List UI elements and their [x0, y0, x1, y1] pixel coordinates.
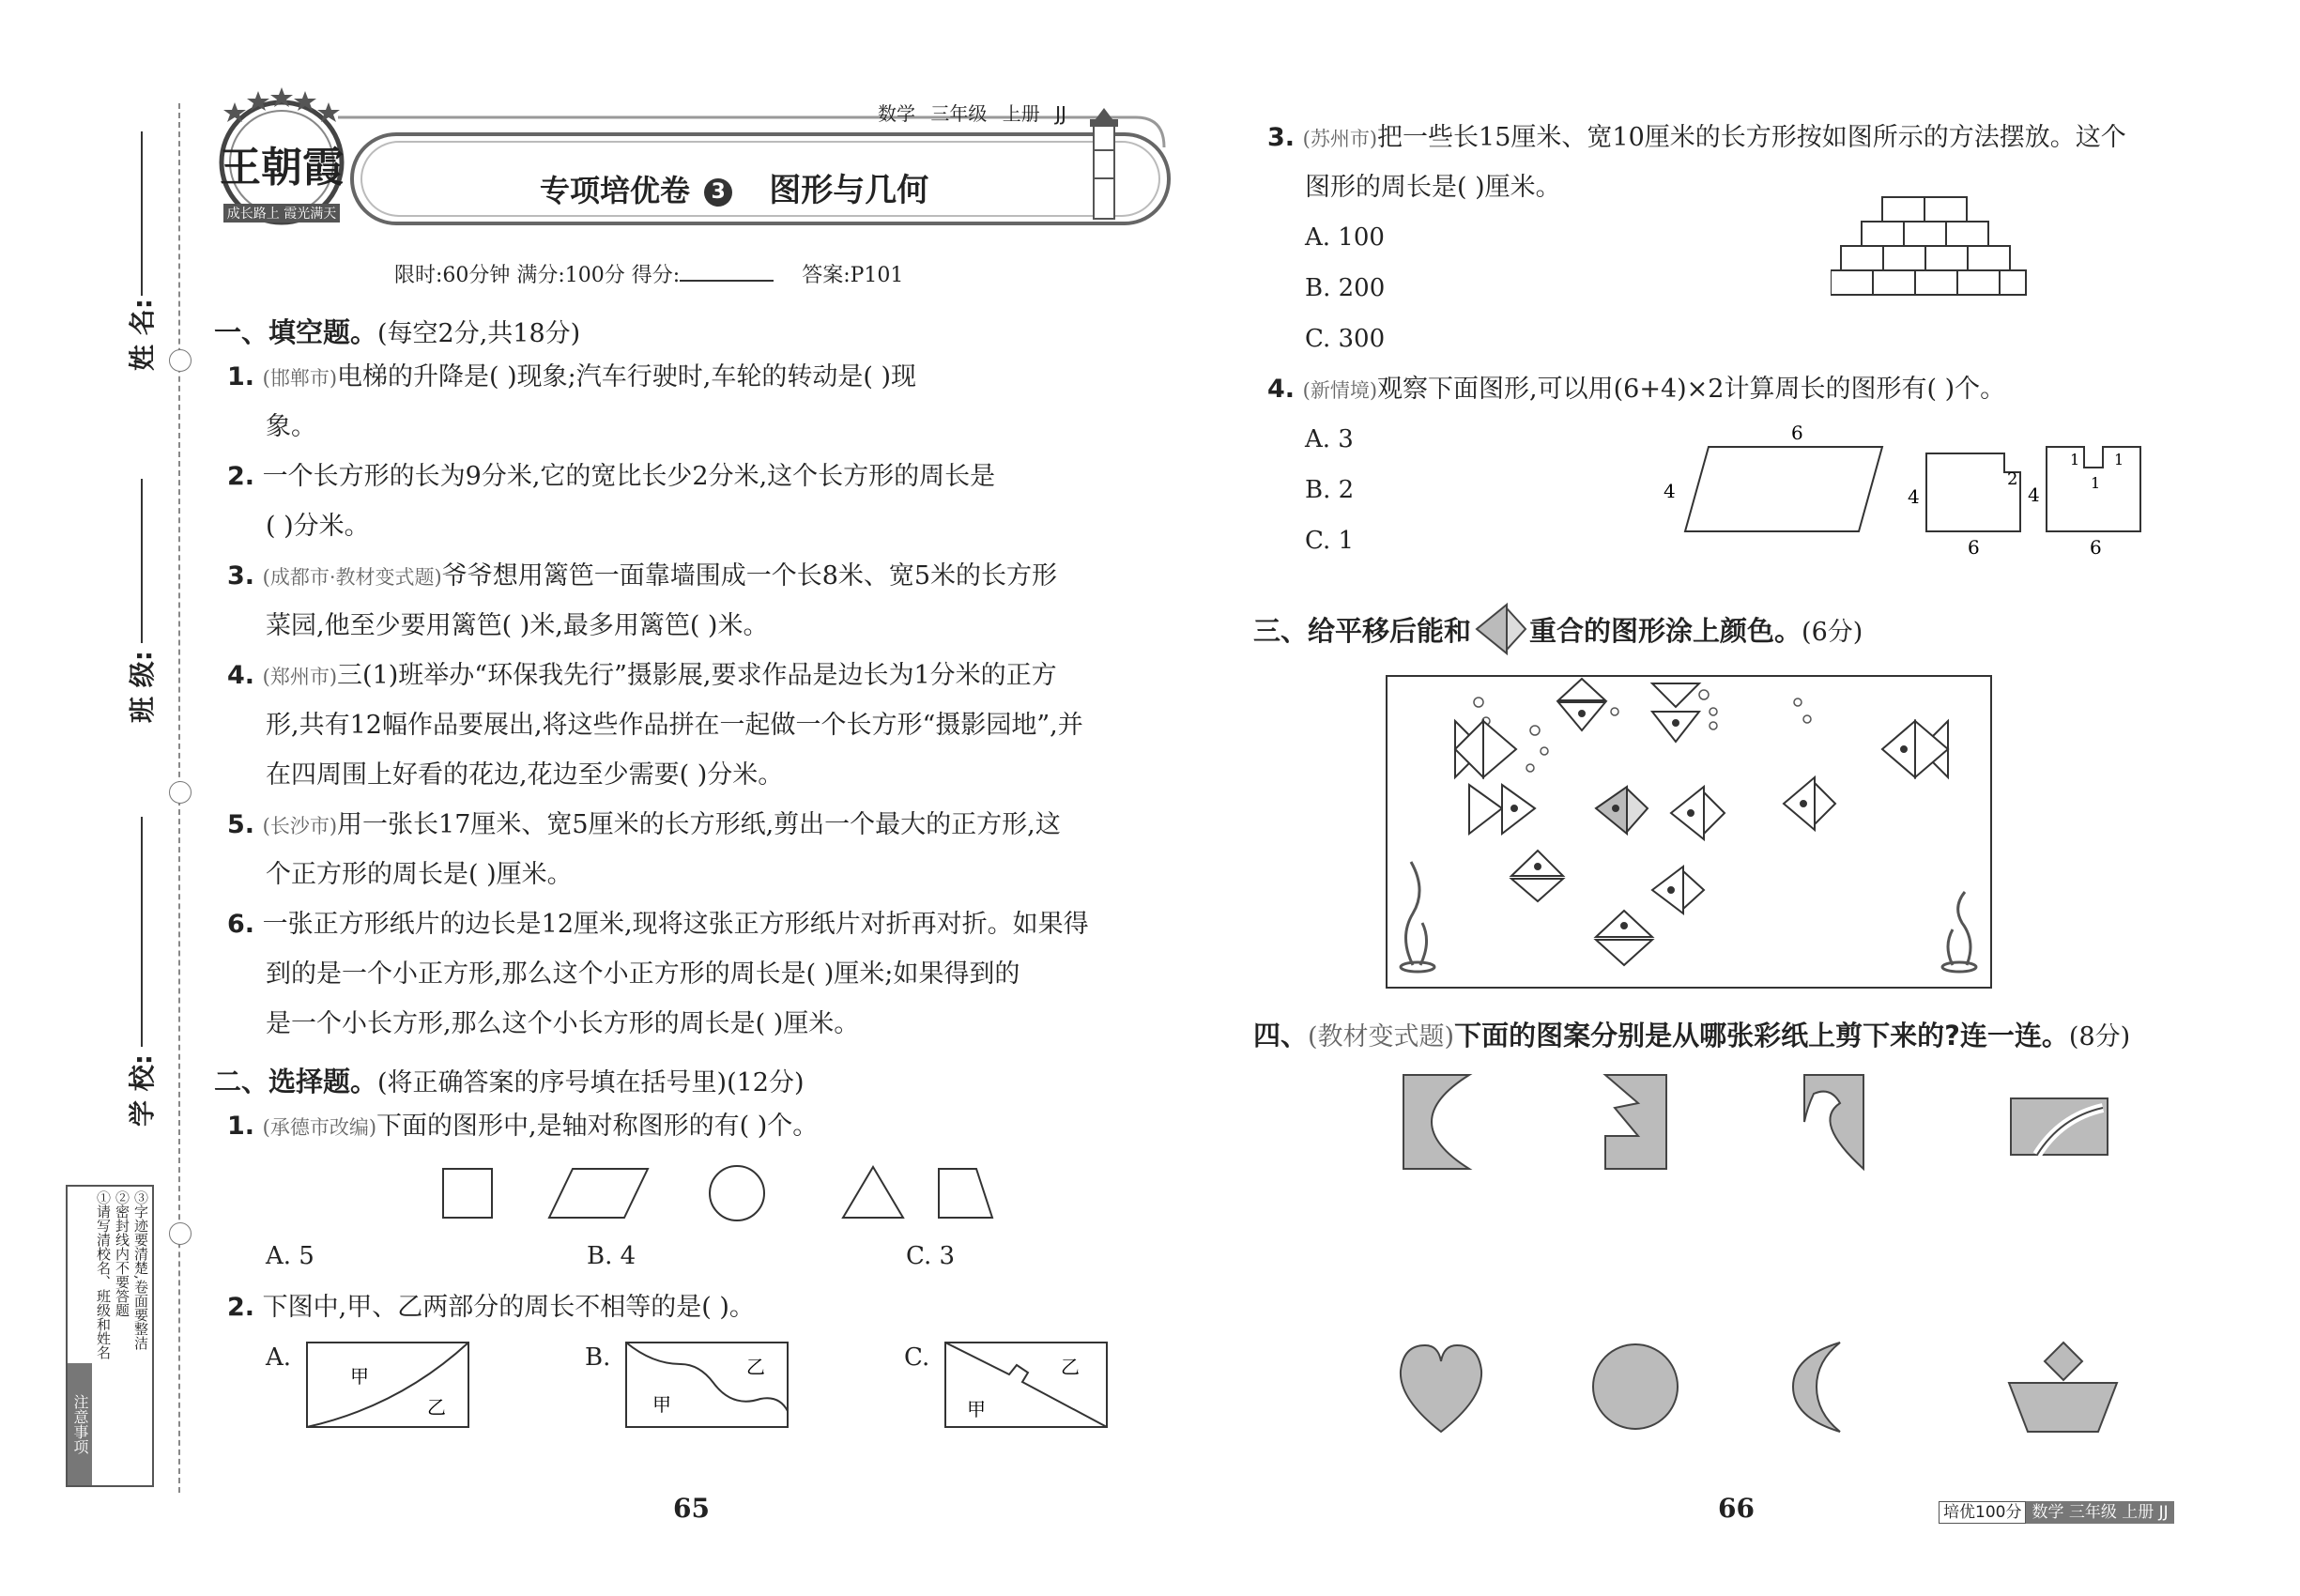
- s1-q5-line1: 用一张长17厘米、宽5厘米的长方形纸,剪出一个最大的正方形,这: [337, 810, 1061, 839]
- s1-q3: [227, 560, 1057, 593]
- s2-q1-opt-a: A. 5: [266, 1242, 314, 1270]
- subject-line: 数学 三年级 上册 JJ: [878, 102, 1066, 125]
- s2-q4-figures: [1652, 421, 2197, 561]
- s2-q2-figure-c: [943, 1341, 1112, 1435]
- s1-q2-cont: ( )分米。: [266, 512, 370, 541]
- heart-shape: [1401, 1345, 1481, 1432]
- s1-q4-line1: 三(1)班举办“环保我先行”摄影展,要求作品是边长为1分米的正方: [337, 661, 1057, 690]
- s2-q4-opt-c: C. 1: [1305, 527, 1355, 555]
- label-jia: 甲: [652, 1393, 671, 1416]
- s2-q3-cont: 图形的周长是( )厘米。: [1305, 173, 1561, 202]
- q4-label: 1: [2114, 451, 2124, 468]
- s2-q4-text: 观察下面图形,可以用(6+4)×2计算周长的图形有( )个。: [1377, 375, 2006, 404]
- s1-q2: [227, 461, 995, 493]
- header-banner: [197, 89, 1173, 239]
- s2-q1-src: (承德市改编): [262, 1116, 377, 1139]
- label-jia: 甲: [350, 1365, 369, 1388]
- school-blank: [141, 817, 143, 1047]
- school-label: 学 校:: [127, 1054, 158, 1127]
- s1-q5-num: 5.: [227, 810, 255, 839]
- q4-label: 4: [1664, 480, 1676, 502]
- paper-title: [540, 164, 928, 210]
- section1-note: (每空2分,共18分): [377, 319, 581, 348]
- page-number-left: 65: [673, 1493, 710, 1524]
- brand-logo: [197, 80, 366, 239]
- page-number-right: 66: [1718, 1493, 1755, 1524]
- class-label: 班 级:: [127, 651, 158, 723]
- s2-q1-num: 1.: [227, 1112, 255, 1141]
- circle-shape: [1593, 1344, 1678, 1429]
- s1-q6-cont2: 是一个小长方形,那么这个小长方形的周长是( )厘米。: [266, 1009, 860, 1038]
- section3-note: (6分): [1802, 618, 1863, 647]
- notice-item-2: ②密封线内不要答题: [114, 1190, 130, 1317]
- paper-zigzag-cut: [1605, 1075, 1666, 1169]
- trapezoid-shape: [939, 1169, 992, 1218]
- footer-badge: [1939, 1498, 2174, 1522]
- q4-label: 1: [2070, 451, 2080, 468]
- s1-q1-src: (邯郸市): [262, 367, 338, 390]
- s1-q4-src: (郑州市): [262, 666, 338, 688]
- s2-q1-text: 下面的图形中,是轴对称图形的有( )个。: [376, 1112, 819, 1141]
- s1-q5: [227, 809, 1061, 842]
- s1-q4-num: 4.: [227, 661, 255, 690]
- s2-q2-figure-a: [305, 1341, 474, 1435]
- lighthouse-icon: [1090, 108, 1118, 219]
- s2-q2: [227, 1292, 755, 1324]
- seal-mark: [169, 781, 192, 804]
- s2-q1-shapes: [432, 1159, 1202, 1235]
- diamond-shape: [2045, 1343, 2082, 1380]
- footer-badge-b: 数学 三年级 上册 JJ: [2026, 1501, 2173, 1524]
- q4-label: 2: [2007, 469, 2018, 489]
- section2-title-text: 二、选择题。: [214, 1066, 378, 1097]
- s2-q2-opt-a: A.: [266, 1343, 292, 1372]
- cut-paper-row: [1389, 1066, 2159, 1178]
- section4-src: (教材变式题): [1308, 1022, 1455, 1051]
- s2-q2-text: 下图中,甲、乙两部分的周长不相等的是( )。: [262, 1293, 755, 1322]
- section4-title-text: 四、: [1253, 1020, 1309, 1051]
- section1-title: [214, 315, 580, 351]
- q4-label: 1: [2091, 474, 2101, 492]
- s2-q4-num: 4.: [1267, 375, 1296, 404]
- q4-parallelogram: [1685, 447, 1882, 531]
- section3-title: [1253, 601, 1863, 657]
- s2-q4-src: (新情境): [1302, 379, 1378, 402]
- parallelogram-shape: [549, 1169, 648, 1218]
- section3-title-b: 重合的图形涂上颜色。: [1529, 615, 1802, 647]
- section3-title-a: 三、给平移后能和: [1253, 615, 1472, 647]
- s2-q4: [1267, 374, 2005, 407]
- s1-q6: [227, 909, 1089, 941]
- answer-ref: 答案:P101: [802, 264, 904, 287]
- s2-q3-opt-b: B. 200: [1305, 274, 1386, 302]
- s1-q1: [227, 361, 916, 394]
- s2-q2-num: 2.: [227, 1293, 255, 1322]
- section4-text: 下面的图案分别是从哪张彩纸上剪下来的?连一连。: [1454, 1020, 2069, 1051]
- s1-q3-num: 3.: [227, 561, 255, 591]
- fish-tank-figure: [1385, 674, 1995, 993]
- section2-note: (将正确答案的序号填在括号里)(12分): [377, 1068, 805, 1097]
- s2-q4-opt-a: A. 3: [1305, 425, 1354, 453]
- seal-mark: [169, 1222, 192, 1245]
- s2-q3-opt-a: A. 100: [1305, 223, 1385, 252]
- brand-tag: 成长路上 霞光满天: [226, 207, 337, 222]
- label-jia: 甲: [967, 1398, 986, 1420]
- s1-q2-line1: 一个长方形的长为9分米,它的宽比长少2分米,这个长方形的周长是: [262, 462, 996, 491]
- label-yi: 乙: [1061, 1356, 1080, 1378]
- s1-q6-num: 6.: [227, 910, 255, 939]
- section2-title: [214, 1065, 805, 1100]
- seal-mark: [169, 349, 192, 372]
- crescent-shape: [1793, 1343, 1840, 1432]
- s1-q1-num: 1.: [227, 362, 255, 391]
- s1-q1-cont: 象。: [266, 412, 316, 441]
- s2-q4-opt-b: B. 2: [1305, 476, 1355, 504]
- q4-label: 6: [1791, 422, 1803, 444]
- s1-q4-cont2: 在四周围上好看的花边,花边至少需要( )分米。: [266, 760, 784, 790]
- s2-q1-opt-b: B. 4: [587, 1242, 636, 1270]
- name-label: 姓 名:: [127, 299, 158, 371]
- cut-shape-row: [1389, 1328, 2159, 1450]
- paper-crescent-cut: [1403, 1075, 1469, 1169]
- binding-margin: [0, 0, 192, 1596]
- notice-title: 注意事项: [68, 1363, 92, 1485]
- s1-q3-line1: 爷爷想用篱笆一面靠墙围成一个长8米、宽5米的长方形: [441, 561, 1058, 591]
- triangle-shape: [843, 1167, 903, 1218]
- notice-item-1: ①请写清校名、班级和姓名: [95, 1190, 112, 1359]
- s1-q5-src: (长沙市): [262, 815, 338, 837]
- brick-pyramid-figure: [1831, 195, 2028, 317]
- section4-title: [1253, 1019, 2130, 1054]
- s1-q6-line1: 一张正方形纸片的边长是12厘米,现将这张正方形纸片对折再对折。如果得: [262, 910, 1089, 939]
- s1-q4-cont1: 形,共有12幅作品要展出,将这些作品拼在一起做一个长方形“摄影园地”,并: [266, 711, 1083, 740]
- s2-q1-opt-c: C. 3: [906, 1242, 956, 1270]
- s1-q6-cont1: 到的是一个小正方形,那么这个小正方形的周长是( )厘米;如果得到的: [266, 959, 1020, 989]
- q4-label: 6: [1968, 536, 1980, 559]
- s2-q3: [1267, 122, 2126, 155]
- s2-q2-opt-c: C.: [904, 1343, 930, 1372]
- paper-heart-cut: [1804, 1075, 1863, 1169]
- paper-topic: 图形与几何: [769, 172, 929, 209]
- q4-label: 4: [1908, 485, 1920, 508]
- name-blank: [141, 131, 143, 296]
- label-yi: 乙: [427, 1396, 446, 1419]
- footer-badge-a: 培优100分: [1939, 1501, 2026, 1524]
- s1-q3-src: (成都市·教材变式题): [262, 566, 442, 589]
- meta-line: [394, 259, 903, 288]
- boat-shape: [2009, 1383, 2117, 1432]
- s1-q5-cont: 个正方形的周长是( )厘米。: [266, 860, 573, 889]
- s2-q3-opt-c: C. 300: [1305, 325, 1386, 353]
- class-blank: [141, 479, 143, 643]
- section1-title-text: 一、填空题。: [214, 316, 378, 348]
- s2-q2-opt-b: B.: [585, 1343, 611, 1372]
- score-blank: [680, 263, 774, 282]
- s2-q3-line1: 把一些长15厘米、宽10厘米的长方形按如图所示的方法摆放。这个: [1377, 123, 2126, 152]
- s2-q3-src: (苏州市): [1302, 128, 1378, 150]
- q4-label: 6: [2090, 536, 2102, 559]
- q4-notched-rect: [1926, 453, 2020, 531]
- notice-item-3: ③字迹要清楚,卷面要整洁: [132, 1190, 149, 1350]
- circle-shape: [710, 1166, 764, 1220]
- label-yi: 乙: [746, 1356, 765, 1378]
- s1-q4: [227, 660, 1057, 693]
- s1-q3-cont: 菜园,他至少要用篱笆( )米,最多用篱笆( )米。: [266, 611, 769, 640]
- s2-q1: [227, 1111, 818, 1143]
- s2-q2-figure-b: [624, 1341, 793, 1435]
- s1-q1-line1: 电梯的升降是( )现象;汽车行驶时,车轮的转动是( )现: [337, 362, 917, 391]
- meta-text: 限时:60分钟 满分:100分 得分:: [394, 264, 681, 287]
- reference-fish-icon: [1473, 601, 1527, 657]
- s1-q2-num: 2.: [227, 462, 255, 491]
- paper-title-badge: 3: [704, 178, 732, 207]
- s2-q3-num: 3.: [1267, 123, 1296, 152]
- brand-name: 王朝霞: [220, 144, 344, 192]
- notice-box: [66, 1185, 154, 1487]
- q4-label: 4: [2028, 483, 2040, 506]
- section4-note: (8分): [2068, 1022, 2131, 1051]
- square-shape: [443, 1169, 492, 1218]
- paper-title-text: 专项培优卷: [540, 173, 691, 208]
